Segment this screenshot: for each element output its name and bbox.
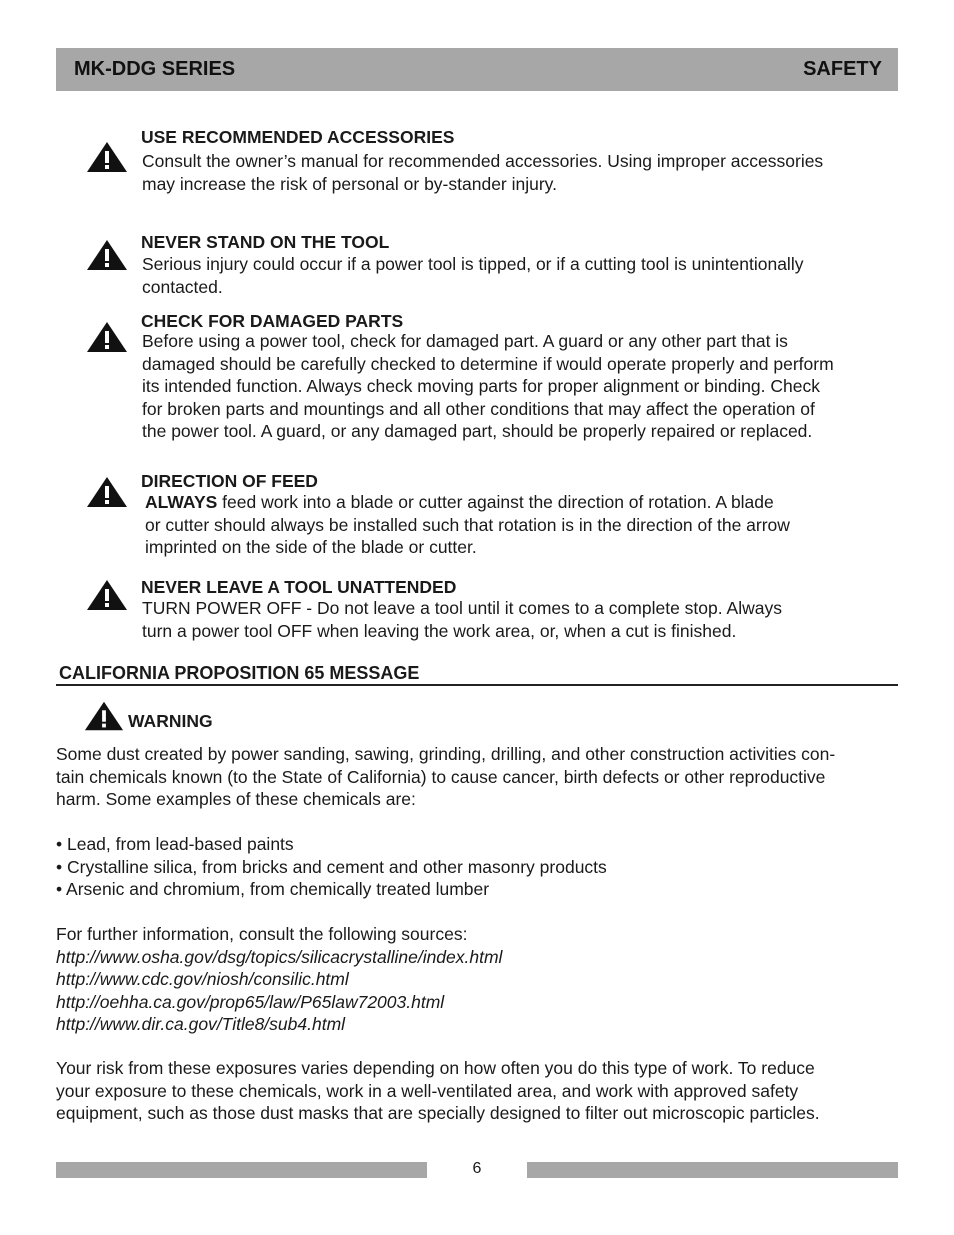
body-line: contacted.	[142, 276, 223, 297]
prop65-intro	[56, 743, 835, 811]
body-line: turn a power tool OFF when leaving the work area, or, when a cut is finished.	[142, 620, 737, 641]
intro-line: Some dust created by power sanding, sawing, grinding, drilling, and other construction activities con-	[56, 744, 836, 764]
chemical-list	[56, 833, 607, 901]
body-line: Consult the owner’s manual for recommended accessories. Using improper accessories	[142, 151, 824, 171]
list-item: • Lead, from lead-based paints	[56, 834, 294, 854]
source-link-oehha[interactable]: http://oehha.ca.gov/prop65/law/P65law72003.html	[56, 991, 445, 1012]
body-line: its intended function. Always check moving parts for proper alignment or binding. Check	[142, 376, 820, 396]
item-title: NEVER STAND ON THE TOOL	[141, 232, 390, 252]
prop65-closing	[56, 1057, 820, 1125]
warning-triangle-icon	[84, 700, 124, 732]
series-title: MK-DDG SERIES	[74, 58, 236, 80]
intro-line: harm. Some examples of these chemicals are:	[56, 789, 416, 809]
footer-bar-left	[56, 1162, 427, 1178]
item-body	[145, 491, 790, 559]
body-line: damaged should be carefully checked to determine if would operate properly and perform	[142, 353, 834, 374]
warning-triangle-icon	[86, 239, 128, 271]
body-line: may increase the risk of personal or by-stander injury.	[142, 173, 557, 194]
body-line	[145, 491, 790, 514]
list-item: • Crystalline silica, from bricks and cement and other masonry products	[56, 856, 607, 877]
closing-line: Your risk from these exposures varies depending on how often you do this type of work. To reduce	[56, 1058, 815, 1078]
body-line: for broken parts and mountings and all other conditions that may affect the operation of	[142, 398, 815, 419]
body-line: imprinted on the side of the blade or cutter.	[145, 537, 477, 557]
body-line: Before using a power tool, check for damaged part. A guard or any other part that is	[142, 331, 788, 351]
warning-label: WARNING	[128, 711, 213, 731]
item-title: CHECK FOR DAMAGED PARTS	[141, 311, 404, 331]
prop65-heading: CALIFORNIA PROPOSITION 65 MESSAGE	[56, 663, 898, 686]
section-label: SAFETY	[803, 58, 882, 80]
item-body	[142, 150, 823, 195]
page-number: 6	[472, 1160, 482, 1177]
warning-triangle-icon	[86, 141, 128, 173]
body-line: TURN POWER OFF - Do not leave a tool until it comes to a complete stop. Always	[142, 598, 782, 618]
item-title: USE RECOMMENDED ACCESSORIES	[141, 127, 455, 147]
warning-triangle-icon	[86, 579, 128, 611]
always-emphasis: ALWAYS	[145, 492, 218, 512]
source-link-osha[interactable]: http://www.osha.gov/dsg/topics/silicacrystalline/index.html	[56, 946, 503, 967]
list-item: • Arsenic and chromium, from chemically treated lumber	[56, 879, 490, 899]
body-line: or cutter should always be installed such that rotation is in the direction of the arrow	[145, 514, 790, 535]
item-body	[142, 597, 782, 642]
body-text: feed work into a blade or cutter against the direction of rotation. A blade	[217, 492, 774, 512]
header-bar	[56, 48, 898, 91]
item-body	[142, 330, 834, 443]
item-body	[142, 253, 803, 298]
intro-line: tain chemicals known (to the State of California) to cause cancer, birth defects or other reproductive	[56, 766, 826, 787]
body-line: Serious injury could occur if a power tool is tipped, or if a cutting tool is unintentionally	[142, 254, 804, 274]
closing-line: equipment, such as those dust masks that are specially designed to filter out microscopic particles.	[56, 1103, 820, 1123]
sources-intro: For further information, consult the following sources:	[56, 924, 468, 944]
warning-triangle-icon	[86, 321, 128, 353]
source-link-dir[interactable]: http://www.dir.ca.gov/Title8/sub4.html	[56, 1014, 346, 1034]
closing-line: your exposure to these chemicals, work in a well-ventilated area, and work with approved safety	[56, 1080, 799, 1101]
warning-triangle-icon	[86, 476, 128, 508]
sources	[56, 923, 502, 1036]
footer-bar-right	[527, 1162, 898, 1178]
item-title: DIRECTION OF FEED	[141, 471, 318, 491]
body-line: the power tool. A guard, or any damaged part, should be properly repaired or replaced.	[142, 421, 813, 441]
source-link-cdc[interactable]: http://www.cdc.gov/niosh/consilic.html	[56, 969, 349, 989]
item-title: NEVER LEAVE A TOOL UNATTENDED	[141, 577, 457, 597]
